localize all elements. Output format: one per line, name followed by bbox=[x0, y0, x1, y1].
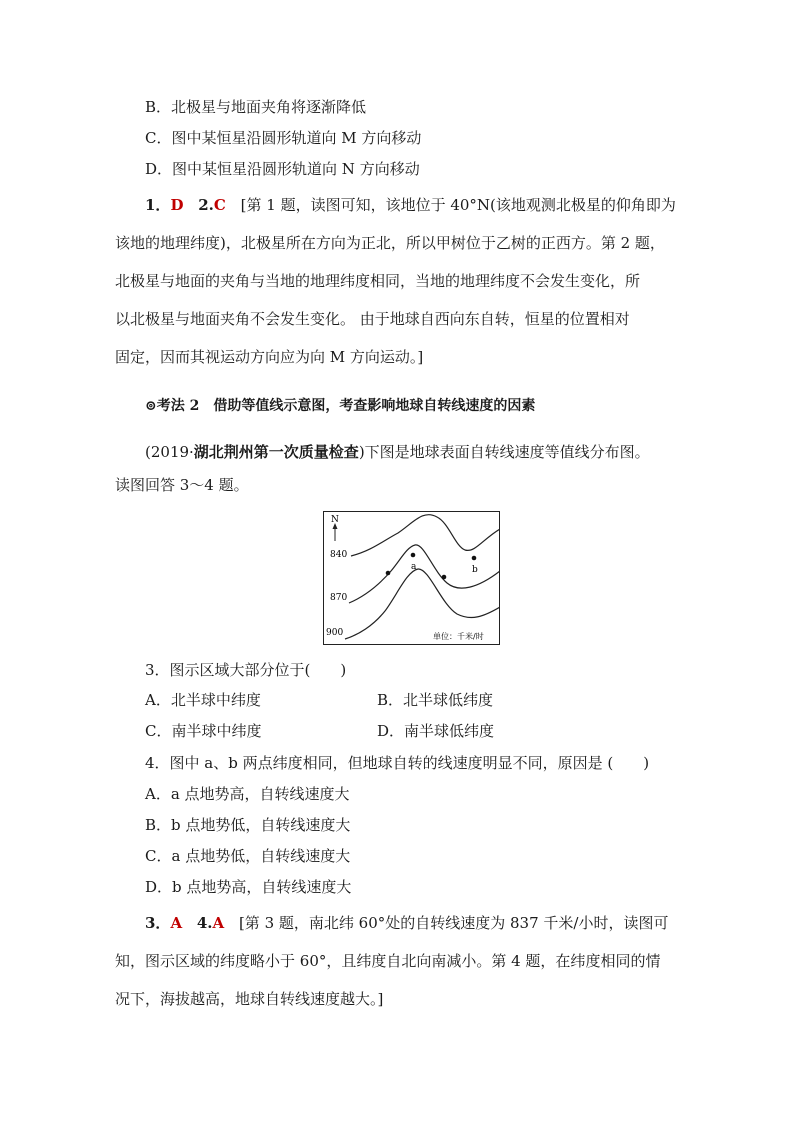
answer-3-4-line-3: 况下，海拔越高，地球自转线速度越大。] bbox=[115, 990, 384, 1008]
q4-option-b: B．b 点地势低，自转线速度大 bbox=[145, 816, 351, 834]
q3-answer: A bbox=[170, 914, 183, 932]
north-label: N bbox=[331, 515, 339, 525]
contour-point-left bbox=[386, 571, 391, 576]
q2-option-d: D．图中某恒星沿圆形轨道向 N 方向移动 bbox=[145, 160, 420, 178]
q3-option-d: D．南半球低纬度 bbox=[377, 722, 495, 740]
section-heading: ⊚考法 2 借助等值线示意图，考查影响地球自转线速度的因素 bbox=[145, 398, 536, 414]
contour-label-840: 840 bbox=[330, 550, 348, 560]
q2-option-c: C．图中某恒星沿圆形轨道向 M 方向移动 bbox=[145, 129, 422, 147]
point-b-label: b bbox=[472, 565, 478, 575]
contour-map bbox=[323, 511, 500, 645]
answer-3-4-text-1: [第 3 题，南北纬 60°处的自转线速度为 837 千米/小时，读图可 bbox=[238, 914, 669, 932]
q3-option-b: B．北半球低纬度 bbox=[377, 691, 494, 709]
contour-label-900: 900 bbox=[326, 628, 344, 638]
answer-1-2-line-1 bbox=[145, 195, 676, 215]
q3-option-c: C．南半球中纬度 bbox=[145, 722, 262, 740]
unit-label: 单位：千米/时 bbox=[433, 632, 484, 641]
q4-stem: 4．图中 a、b 两点纬度相同，但地球自转的线速度明显不同，原因是 ( ) bbox=[145, 754, 650, 772]
contour-point-right bbox=[442, 575, 447, 580]
q4-option-c: C．a 点地势低，自转线速度大 bbox=[145, 847, 351, 865]
answer-1-2-line-4: 以北极星与地面夹角不会发生变化。 由于地球自西向东自转，恒星的位置相对 bbox=[115, 310, 630, 328]
q2-answer: C bbox=[213, 196, 226, 214]
intro-line-1 bbox=[145, 442, 650, 462]
intro-text: )下图是地球表面自转线速度等值线分布图。 bbox=[358, 443, 650, 461]
q2-option-b: B．北极星与地面夹角将逐渐降低 bbox=[145, 98, 367, 116]
q3-stem: 3．图示区域大部分位于( ) bbox=[145, 661, 347, 679]
intro-line-2: 读图回答 3～4 题。 bbox=[115, 476, 249, 494]
source-open: (2019· bbox=[145, 443, 194, 461]
q4-number: 4. bbox=[196, 914, 213, 932]
q1-answer: D bbox=[170, 196, 184, 214]
contour-label-870: 870 bbox=[330, 593, 348, 603]
q3-number: 3． bbox=[145, 914, 171, 932]
contour-map-figure bbox=[323, 511, 500, 645]
q2-number: 2. bbox=[198, 196, 214, 214]
answer-1-2-text-1: [第 1 题，读图可知，该地位于 40°N(该地观测北极星的仰角即为 bbox=[240, 196, 676, 214]
point-b-marker bbox=[472, 556, 477, 561]
q4-option-a: A．a 点地势高，自转线速度大 bbox=[145, 785, 350, 803]
answer-3-4-line-1 bbox=[145, 913, 668, 933]
answer-1-2-line-3: 北极星与地面的夹角与当地的地理纬度相同，当地的地理纬度不会发生变化，所 bbox=[115, 272, 641, 290]
source-name: 湖北荆州第一次质量检查 bbox=[193, 443, 359, 461]
point-a-label: a bbox=[411, 562, 417, 572]
q4-option-d: D．b 点地势高，自转线速度大 bbox=[145, 878, 352, 896]
answer-3-4-line-2: 知，图示区域的纬度略小于 60°，且纬度自北向南减小。第 4 题，在纬度相同的情 bbox=[115, 952, 661, 970]
answer-1-2-line-5: 固定，因而其视运动方向应为向 M 方向运动。] bbox=[115, 348, 424, 366]
q4-answer: A bbox=[212, 914, 225, 932]
answer-1-2-line-2: 该地的地理纬度)，北极星所在方向为正北，所以甲树位于乙树的正西方。第 2 题， bbox=[115, 234, 665, 252]
point-a-marker bbox=[411, 553, 416, 558]
q1-number: 1． bbox=[145, 196, 171, 214]
q3-option-a: A．北半球中纬度 bbox=[145, 691, 261, 709]
map-frame bbox=[324, 512, 500, 645]
